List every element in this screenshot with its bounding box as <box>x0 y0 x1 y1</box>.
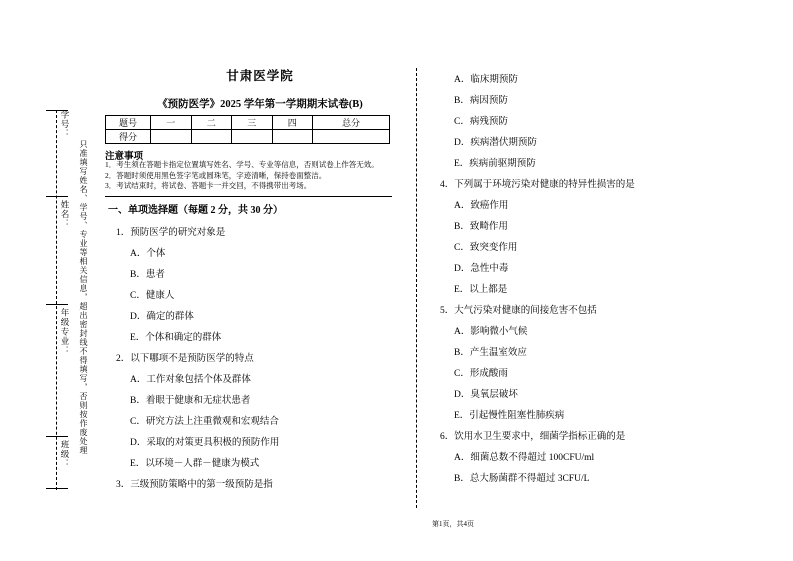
score-row1-c5: 总分 <box>313 116 390 130</box>
q1-option-a: A．个体 <box>130 249 166 259</box>
question-3: 3．三级预防策略中的第一级预防是指 <box>116 480 273 490</box>
q3-option-d: D．疾病潜伏期预防 <box>454 138 537 148</box>
exam-subtitle: 《预防医学》2025 学年第一学期期末试卷(B) <box>157 99 363 110</box>
table-row <box>106 116 390 130</box>
question-1: 1．预防医学的研究对象是 <box>116 228 226 238</box>
q2-option-c: C．研究方法上注重微观和宏观结合 <box>130 417 279 427</box>
score-row1-c0: 题号 <box>106 116 151 130</box>
q3-option-c: C．病残预防 <box>454 117 508 127</box>
question-4: 4．下列属于环境污染对健康的特异性损害的是 <box>440 180 635 190</box>
note-item-3: 3．考试结束时，将试卷、答题卡一并交回，不得携带出考场。 <box>105 181 312 190</box>
section-heading: 一、单项选择题（每题 2 分，共 30 分） <box>108 205 283 216</box>
q2-option-b: B．着眼于健康和无症状患者 <box>130 396 251 406</box>
seal-field-student-id: 学号： <box>60 110 70 139</box>
q5-option-e: E．引起慢性阻塞性肺疾病 <box>454 411 565 421</box>
q4-option-d: D．急性中毒 <box>454 264 509 274</box>
question-column-left <box>108 200 393 496</box>
seal-tick-3 <box>46 304 68 305</box>
score-row2-c2[interactable] <box>191 130 232 144</box>
score-row2-c5[interactable] <box>313 130 390 144</box>
score-row2-c3[interactable] <box>232 130 273 144</box>
question-5: 5．大气污染对健康的间接危害不包括 <box>440 306 597 316</box>
q2-option-d: D．采取的对策更具积极的预防作用 <box>130 438 280 448</box>
seal-tick-4 <box>46 436 68 437</box>
seal-field-class: 班级： <box>60 440 70 469</box>
seal-field-name: 姓名： <box>60 200 70 229</box>
q2-option-a: A．工作对象包括个体及群体 <box>130 375 251 385</box>
question-2: 2．以下哪项不是预防医学的特点 <box>116 354 254 364</box>
seal-tick-5 <box>46 488 68 489</box>
score-table <box>105 115 390 144</box>
seal-dashed-line <box>56 110 57 490</box>
q2-option-e: E．以环境－人群－健康为模式 <box>130 459 260 469</box>
q4-option-c: C．致突变作用 <box>454 243 518 253</box>
table-row <box>106 130 390 144</box>
q4-option-a: A．致癌作用 <box>454 201 509 211</box>
notes-title: 注意事项 <box>105 152 144 162</box>
q6-option-a: A．细菌总数不得超过 100CFU/ml <box>454 453 595 463</box>
q1-option-c: C．健康人 <box>130 291 175 301</box>
page-number: 第1页，共4页 <box>432 520 474 528</box>
q3-option-e: E．疾病前驱期预防 <box>454 159 536 169</box>
seal-binding-strip <box>42 110 70 490</box>
question-6: 6．饮用水卫生要求中，细菌学指标正确的是 <box>440 432 626 442</box>
seal-tick-2 <box>46 196 68 197</box>
score-row2-c0: 得分 <box>106 130 151 144</box>
q3-option-a: A．临床期预防 <box>454 75 518 85</box>
q5-option-d: D．臭氧层破坏 <box>454 390 518 400</box>
notes-list <box>105 160 395 192</box>
page-title: 甘肃医学院 <box>226 69 294 83</box>
seal-field-major: 年级专业： <box>60 308 70 356</box>
q5-option-b: B．产生温室效应 <box>454 348 527 358</box>
q5-option-a: A．影响微小气候 <box>454 327 528 337</box>
q1-option-e: E．个体和确定的群体 <box>130 333 222 343</box>
score-row1-c4: 四 <box>272 116 313 130</box>
q1-option-d: D．确定的群体 <box>130 312 194 322</box>
score-row2-c4[interactable] <box>272 130 313 144</box>
note-item-2: 2．答题时须使用黑色签字笔或圆珠笔，字迹清晰，保持卷面整洁。 <box>105 170 327 180</box>
seal-vertical-note: 只准填写姓名、学号、专业等相关信息，超出密封线不得填写，否则按作废处理 <box>79 140 88 455</box>
q3-option-b: B．病因预防 <box>454 96 508 106</box>
column-divider <box>416 68 417 508</box>
question-column-right <box>432 70 732 490</box>
q1-option-b: B．患者 <box>130 270 165 280</box>
score-row1-c3: 三 <box>232 116 273 130</box>
score-row1-c2: 二 <box>191 116 232 130</box>
q5-option-c: C．形成酸雨 <box>454 369 508 379</box>
note-item-1: 1．考生须在答题卡指定位置填写姓名、学号、专业等信息，否则试卷上作答无效。 <box>105 160 379 169</box>
score-row1-c1: 一 <box>151 116 192 130</box>
score-row2-c1[interactable] <box>151 130 192 144</box>
q4-option-b: B．致畸作用 <box>454 222 508 232</box>
header-divider <box>105 196 392 197</box>
q6-option-b: B．总大肠菌群不得超过 3CFU/L <box>454 474 590 484</box>
q4-option-e: E．以上都是 <box>454 285 508 295</box>
